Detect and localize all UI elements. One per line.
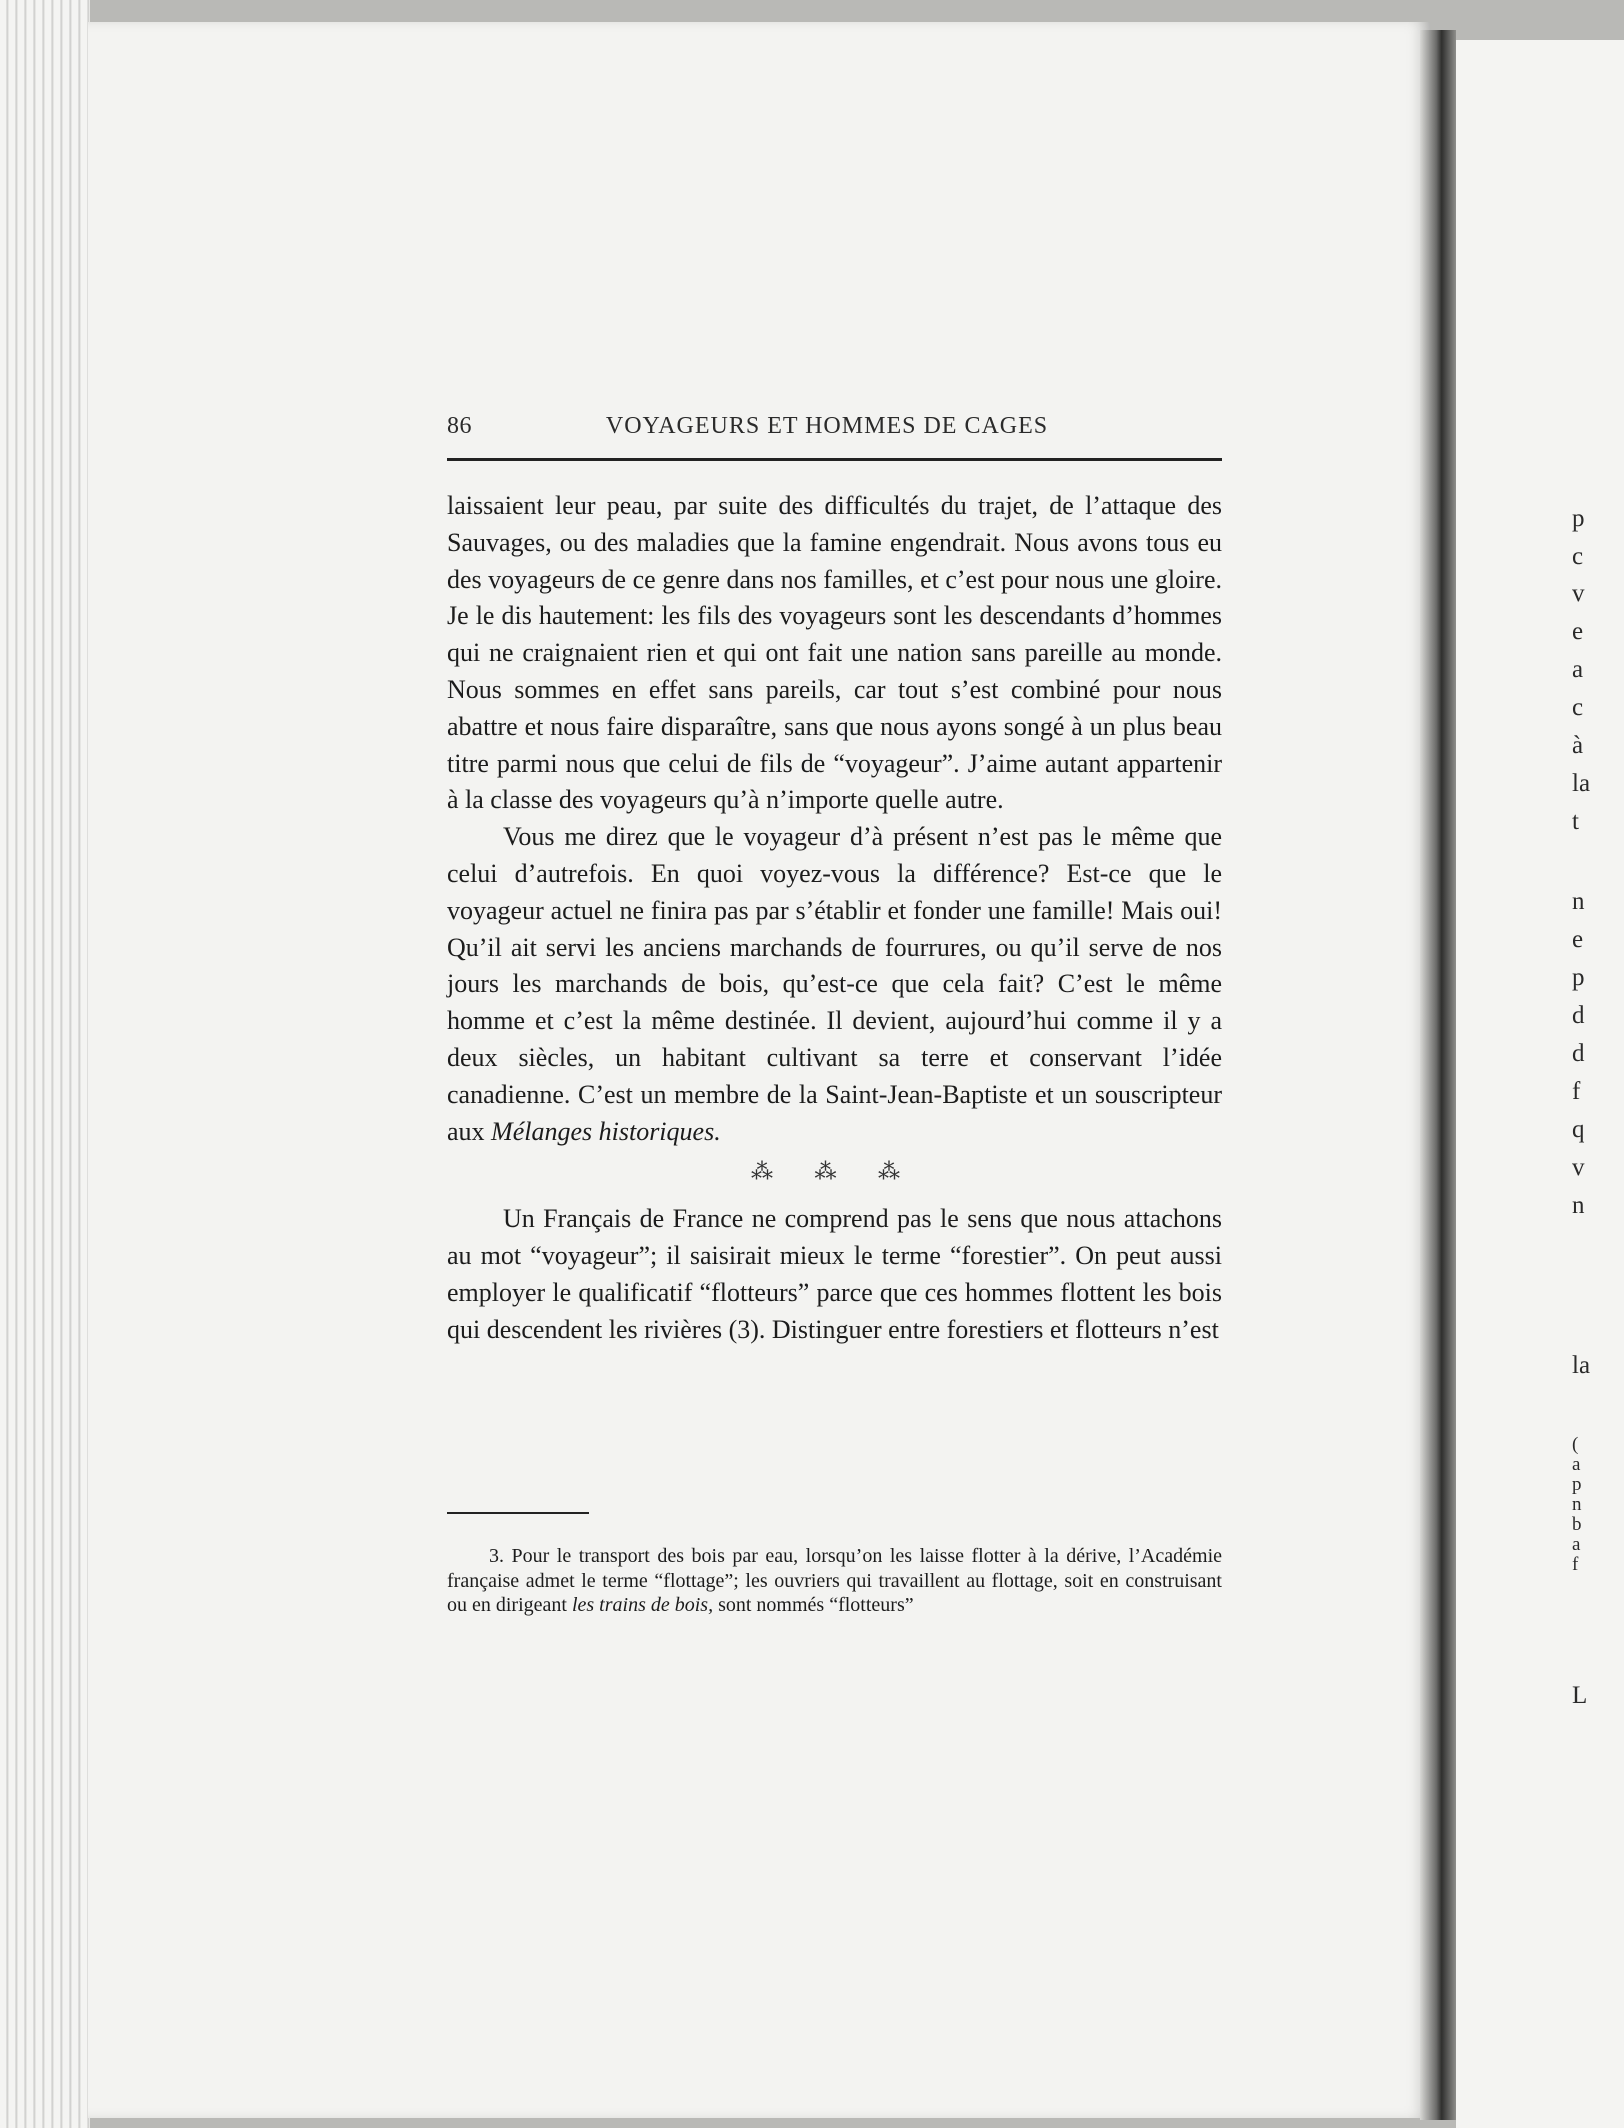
right-page-fragment: (: [1572, 1434, 1579, 1455]
right-page-fragment: p: [1572, 1474, 1582, 1495]
paragraph-2-text: Vous me direz que le voyageur d’à présent n’est pas le même que celui d’autrefois. En quoi voyez-vous la différence? Est-ce que le voyageur actuel ne finira pas par s’établir et fonder une famille! Mais oui! Qu’il ait servi les anciens marchands de fourrures, ou qu’il serve de nos jours les marchands de bois, qu’est-ce que cela fait? C’est le même homme et c’est la même destinée. Il devient, aujourd’hui comme il y a deux siècles, un habitant cultivant sa terre et conservant l’idée canadienne. C’est un membre de la Saint-Jean-Baptiste et un souscripteur aux: [447, 822, 1222, 1146]
right-page-fragment: v: [1572, 580, 1585, 607]
right-page-fragment: n: [1572, 1192, 1585, 1219]
right-page-fragment: f: [1572, 1554, 1579, 1575]
right-page-fragment: à: [1572, 732, 1584, 759]
right-page-fragment: t: [1572, 808, 1579, 835]
right-page-fragment: e: [1572, 618, 1584, 645]
page-number: 86: [447, 413, 472, 439]
paragraph-2: [447, 819, 1222, 1150]
right-page-fragment: v: [1572, 1154, 1585, 1181]
book-gutter: [1420, 30, 1456, 2120]
right-page-fragment: n: [1572, 1494, 1582, 1515]
right-page-fragment: la: [1572, 1352, 1591, 1379]
footnote-text: 3. Pour le transport des bois par eau, lorsqu’on les laisse flotter à la dérive, l’Académie française admet le terme “flottage”; les ouvriers qui travaillent au flottage, soit en construisant ou en dirigeant: [447, 1545, 1222, 1616]
right-page-fragment: d: [1572, 1040, 1585, 1067]
footnote: [447, 1544, 1222, 1618]
right-page-fragment: la: [1572, 770, 1591, 797]
right-page-fragment: e: [1572, 926, 1584, 953]
book-title: Mélanges historiques.: [491, 1116, 721, 1146]
right-page-fragment: p: [1572, 964, 1585, 991]
paragraph-3: Un Français de France ne comprend pas le sens que nous attachons au mot “voyageur”; il saisirait mieux le terme “forestier”. On peut aussi employer le qualificatif “flotteurs” parce que ces hommes flottent les bois qui descendent les rivières (3). Distinguer entre forestiers et flotteurs n’est: [447, 1204, 1222, 1344]
right-page-fragment: b: [1572, 1514, 1582, 1535]
header-rule: [447, 458, 1222, 461]
right-page-fragment: a: [1572, 1454, 1581, 1475]
book-edge-left: [0, 0, 90, 2128]
footnote-rule: [447, 1512, 589, 1514]
footnote-italic: les trains de bois,: [571, 1594, 714, 1616]
right-page-fragment: f: [1572, 1078, 1581, 1105]
right-page-fragment: L: [1572, 1682, 1588, 1709]
right-page-fragment: p: [1572, 505, 1585, 532]
right-page-fragment: q: [1572, 1116, 1585, 1143]
section-ornament: ⁂ ⁂ ⁂: [751, 1159, 918, 1185]
right-page-fragment: a: [1572, 1534, 1581, 1555]
right-page-fragment: d: [1572, 1002, 1585, 1029]
running-header: [447, 413, 1222, 449]
right-page: [1456, 40, 1624, 2128]
right-page-fragment: a: [1572, 656, 1584, 683]
body-text: [447, 488, 1222, 1348]
running-title: VOYAGEURS ET HOMMES DE CAGES: [605, 413, 1049, 439]
right-page-fragment: n: [1572, 888, 1585, 915]
right-page-fragment: c: [1572, 543, 1584, 570]
footnote-text-end: sont nommés “flotteurs”: [718, 1594, 914, 1616]
right-page-fragment: c: [1572, 694, 1584, 721]
paragraph-1: laissaient leur peau, par suite des difficultés du trajet, de l’attaque des Sauvages, ou des maladies que la famine engendrait. Nous avons tous eu des voyageurs de ce genre dans nos familles, et c’est pour nous une gloire. Je le dis hautement: les fils des voyageurs sont les descendants d’hommes qui ne craignaient rien et qui ont fait une nation sans pareille au monde. Nous sommes en effet sans pareils, car tout s’est combiné pour nous abattre et nous faire disparaître, sans que nous ayons songé à un plus beau titre parmi nous que celui de fils de “voyageur”. J’aime autant appartenir à la classe des voyageurs qu’à n’importe quelle autre.: [447, 491, 1222, 815]
